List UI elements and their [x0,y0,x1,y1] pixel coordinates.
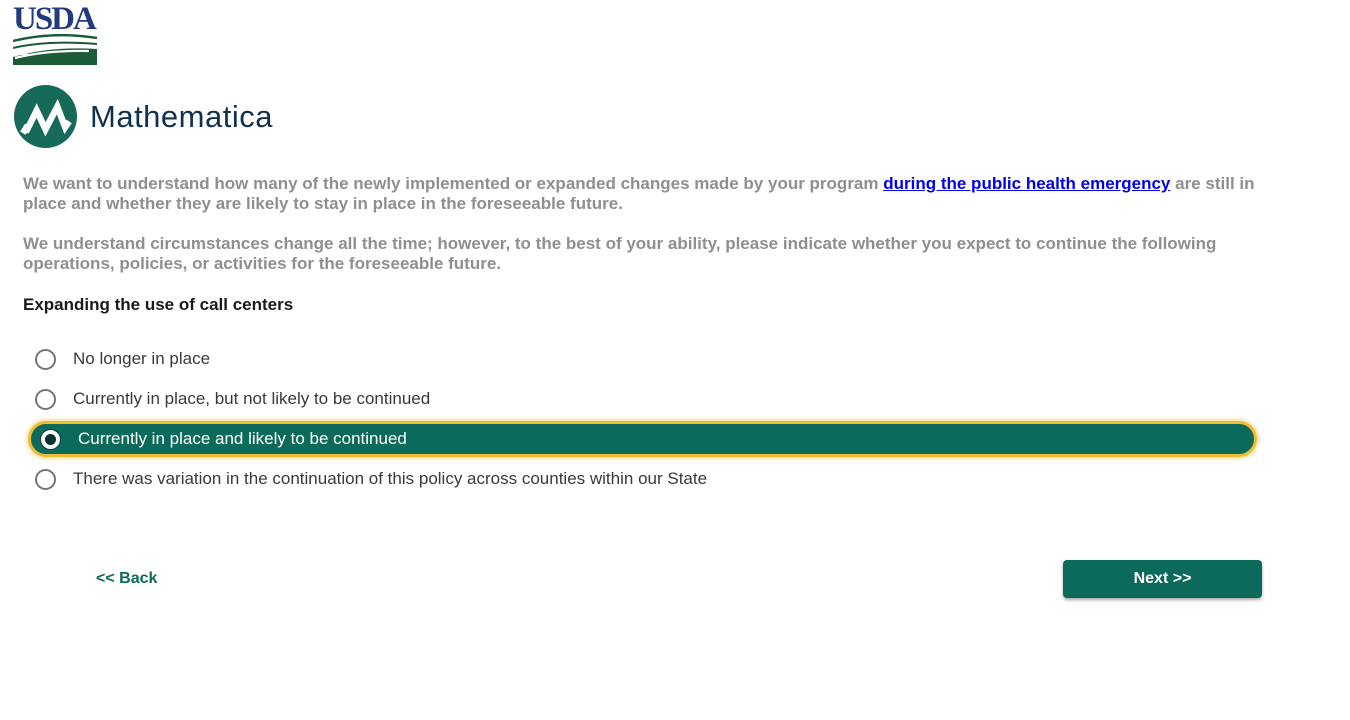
option-no-longer-in-place[interactable] [23,339,1260,379]
intro-p1-after: are still in place and whether they are likely to stay in place in the foreseeable future. [23,174,1255,213]
next-button[interactable]: Next >> [1063,560,1262,598]
mathematica-mark-icon [14,85,77,148]
radio-button[interactable] [35,389,56,410]
radio-button-selected[interactable] [40,429,61,450]
mathematica-logo-text: Mathematica [90,98,273,134]
option-label: Currently in place and likely to be continued [78,429,407,448]
question-label: Expanding the use of call centers [23,295,294,314]
mathematica-logo [14,85,273,148]
option-variation-across-counties[interactable] [23,459,1260,499]
radio-dot [45,434,56,445]
option-label: There was variation in the continuation of this policy across counties within our State [73,469,708,488]
intro-paragraph-1 [23,174,1260,214]
radio-button[interactable] [35,349,56,370]
option-label: No longer in place [73,349,211,368]
survey-content [23,174,1260,499]
option-not-likely-continued[interactable] [23,379,1260,419]
radio-button[interactable] [35,469,56,490]
usda-logo-text: USDA [13,1,95,37]
radio-group [23,339,1260,499]
intro-p1-before: We want to understand how many of the newly implemented or expanded changes made by your program [23,174,884,193]
option-likely-continued[interactable] [28,421,1257,457]
option-label: Currently in place, but not likely to be continued [73,389,431,408]
usda-logo [13,1,97,65]
public-health-emergency-link[interactable]: during the public health emergency [883,174,1171,193]
usda-field-icon [13,34,97,65]
back-button[interactable]: << Back [96,570,158,587]
intro-paragraph-2: We understand circumstances change all the time; however, to the best of your ability, please indicate whether you expect to continue the following operations, policies, or activities for the foreseeable future. [23,234,1217,273]
